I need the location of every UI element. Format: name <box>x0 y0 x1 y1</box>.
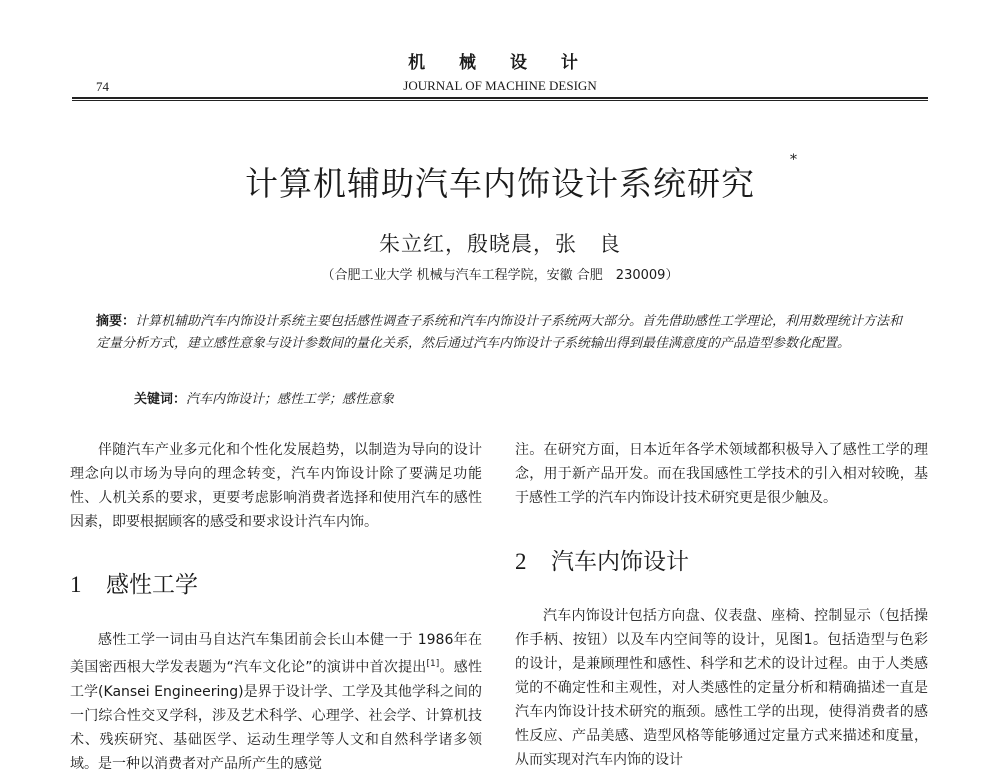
abstract <box>96 311 908 355</box>
author-list: 朱立红，殷晓晨，张 良 <box>379 232 621 256</box>
title-footnote-mark: * <box>790 152 797 168</box>
section-2-number: 2 <box>515 549 527 574</box>
citation-ref: [1] <box>426 659 440 669</box>
page-number: 74 <box>96 79 109 94</box>
section-1-number: 1 <box>70 572 82 597</box>
keywords <box>134 388 894 407</box>
paper-title: 计算机辅助汽车内饰设计系统研究 <box>245 164 755 203</box>
continued-paragraph: 注。在研究方面，日本近年各学术领域都积极导入了感性工学的理念，用于新产品开发。而在我国感性工学技术的引入相对较晚，基于感性工学的汽车内饰设计技术研究更是很少触及。 <box>515 442 928 506</box>
header-rule-thick <box>72 97 928 99</box>
section-1-text-a: 感性工学一词由马自达汽车集团前会长山本健一于 1986年在美国密西根大学发表题为“汽车文化论”的演讲中首次提出 <box>70 632 482 676</box>
intro-paragraph: 伴随汽车产业多元化和个性化发展趋势，以制造为导向的设计理念向以市场为导向的理念转变，汽车内饰设计除了要满足功能性、人机关系的要求，更要考虑影响消费者选择和使用汽车的感性因素，即要根据顾客的感受和要求设计汽车内饰。 <box>70 442 482 530</box>
left-column <box>70 438 482 534</box>
journal-title-en: JOURNAL OF MACHINE DESIGN <box>403 78 597 93</box>
section-2-title: 汽车内饰设计 <box>551 549 689 575</box>
abstract-text: 计算机辅助汽车内饰设计系统主要包括感性调查子系统和汽车内饰设计子系统两大部分。首先借助感性工学理论，利用数理统计方法和定量分析方式，建立感性意象与设计参数间的量化关系，然后通过汽车内饰设计子系统输出得到最佳满意度的产品造型参数化配置。 <box>96 314 903 351</box>
section-1-paragraph <box>70 628 482 776</box>
abstract-label: 摘要： <box>96 314 136 329</box>
section-1-title: 感性工学 <box>106 572 198 598</box>
section-2-heading <box>515 543 689 576</box>
affiliation: （合肥工业大学 机械与汽车工程学院，安徽 合肥 230009） <box>321 268 679 283</box>
section-1-heading <box>70 566 198 599</box>
section-1-body <box>70 628 482 776</box>
header-rule-thin <box>72 100 928 101</box>
section-2-paragraph: 汽车内饰设计包括方向盘、仪表盘、座椅、控制显示（包括操作手柄、按钮）以及车内空间等的设计，见图1。包括造型与色彩的设计，是兼顾理性和感性、科学和艺术的设计过程。由于人类感觉的不确定性和主观性，对人类感性的定量分析和精确描述一直是汽车内饰设计技术研究的瓶颈。感性工学的出现，使得消费者的感性反应、产品美感、造型风格等能够通过定量方式来描述和度量，从而实现对汽车内饰的设计 <box>515 608 928 768</box>
right-column-top <box>515 438 928 510</box>
section-2-body <box>515 604 928 772</box>
section-1-text-b: 。感性工学(Kansei Engineering)是界于设计学、工学及其他学科之间的一门综合性交叉学科，涉及艺术科学、心理学、社会学、计算机技术、残疾研究、基础医学、运动生理学等人文和自然科学诸多领域。是一种以消费者对产品所产生的感觉 <box>70 659 482 772</box>
keywords-text: 汽车内饰设计；感性工学；感性意象 <box>186 392 395 407</box>
journal-title-cn: 机 械 设 计 <box>408 53 592 73</box>
keywords-label: 关键词： <box>134 392 187 407</box>
